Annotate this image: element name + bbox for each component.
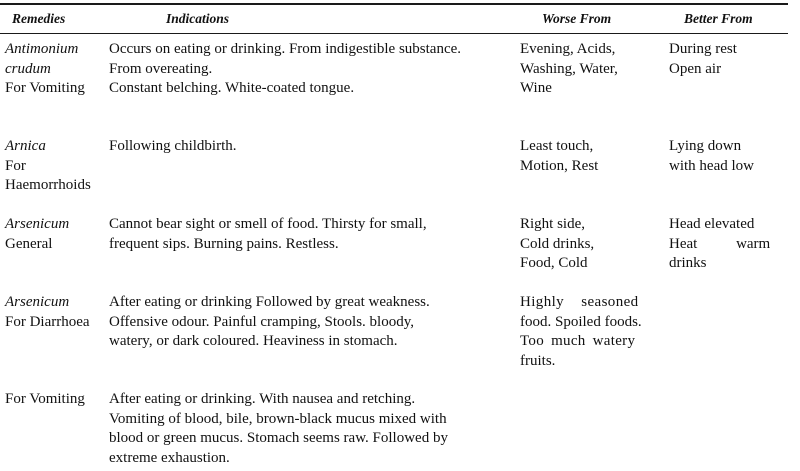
indication-line: Cannot bear sight or smell of food. Thirsty for small, [109,216,427,232]
remedy-subtitle: For Vomiting [5,391,85,407]
worse-line: Motion, Rest [520,157,599,174]
indication-line: extreme exhaustion. [109,449,230,466]
better-line: During rest [669,41,737,57]
header-worse-from: Worse From [542,11,612,26]
table-row-2-indications [109,137,237,157]
table-row-1-remedy [5,40,85,99]
worse-line: Least touch, [520,138,594,154]
remedy-name: Antimonium [5,41,79,57]
better-line: Head elevated [669,216,755,232]
table-row-5-remedy [5,390,85,410]
remedy-name: Arnica [5,138,46,154]
indication-line: Offensive odour. Painful cramping, Stools. bloody, [109,313,414,330]
remedy-subtitle: For [5,157,26,174]
table-row-4-worse-from [520,293,642,371]
indication-line: blood or green mucus. Stomach seems raw. Followed by [109,430,448,446]
indication-line: After eating or drinking. With nausea and retching. [109,391,416,407]
indication-line: Occurs on eating or drinking. From indigestible substance. [109,41,462,57]
table-row-3-remedy [5,215,69,254]
table-top-rule [0,3,788,5]
worse-line: food. Spoiled foods. [520,313,642,330]
remedy-name: Arsenicum [5,294,70,310]
better-line: drinks [669,255,707,271]
table-row-5-indications [109,390,448,468]
worse-line: Washing, Water, [520,60,618,77]
header-better-from: Better From [684,11,753,26]
table-row-3-worse-from [520,215,594,274]
header-bottom-rule [0,33,788,34]
table-row-2-remedy [5,137,91,196]
indication-line: After eating or drinking Followed by great weakness. [109,294,430,310]
remedy-subtitle: For Vomiting [5,80,85,96]
worse-line: Cold drinks, [520,235,595,252]
worse-line: Food, Cold [520,255,588,271]
remedy-subtitle: For Diarrhoea [5,313,90,330]
indication-line: From overeating. [109,60,213,77]
table-row-1-worse-from [520,40,618,99]
indication-line: Vomiting of blood, bile, brown-black mucus mixed with [109,410,447,427]
indication-line: frequent sips. Burning pains. Restless. [109,235,339,252]
worse-line: Wine [520,80,552,96]
better-line: Open air [669,60,722,77]
remedy-name: Arsenicum [5,216,70,232]
remedy-name: crudum [5,60,51,77]
worse-line: Right side, [520,216,586,232]
table-row-3-indications [109,215,427,254]
table-row-2-worse-from [520,137,598,176]
worse-line: Evening, Acids, [520,41,616,57]
remedy-subtitle: General [5,235,53,252]
indication-line: Constant belching. White-coated tongue. [109,80,355,96]
header-remedies: Remedies [12,11,66,26]
indication-line: Following childbirth. [109,138,237,154]
table-row-1-indications [109,40,461,99]
table-row-4-remedy [5,293,90,332]
worse-line: Highly seasoned [520,294,639,310]
better-line: with head low [669,157,754,174]
worse-line: Too much watery [520,333,636,349]
better-line: Lying down [669,138,742,154]
indication-line: watery, or dark coloured. Heaviness in stomach. [109,333,398,349]
worse-line: fruits. [520,352,556,369]
table-row-3-better-from [669,215,773,274]
better-line: Heat warm [669,235,771,252]
table-row-1-better-from [669,40,737,79]
remedy-subtitle: Haemorrhoids [5,177,91,193]
table-row-4-indications [109,293,430,352]
table-row-2-better-from [669,137,754,176]
header-indications: Indications [166,11,230,26]
